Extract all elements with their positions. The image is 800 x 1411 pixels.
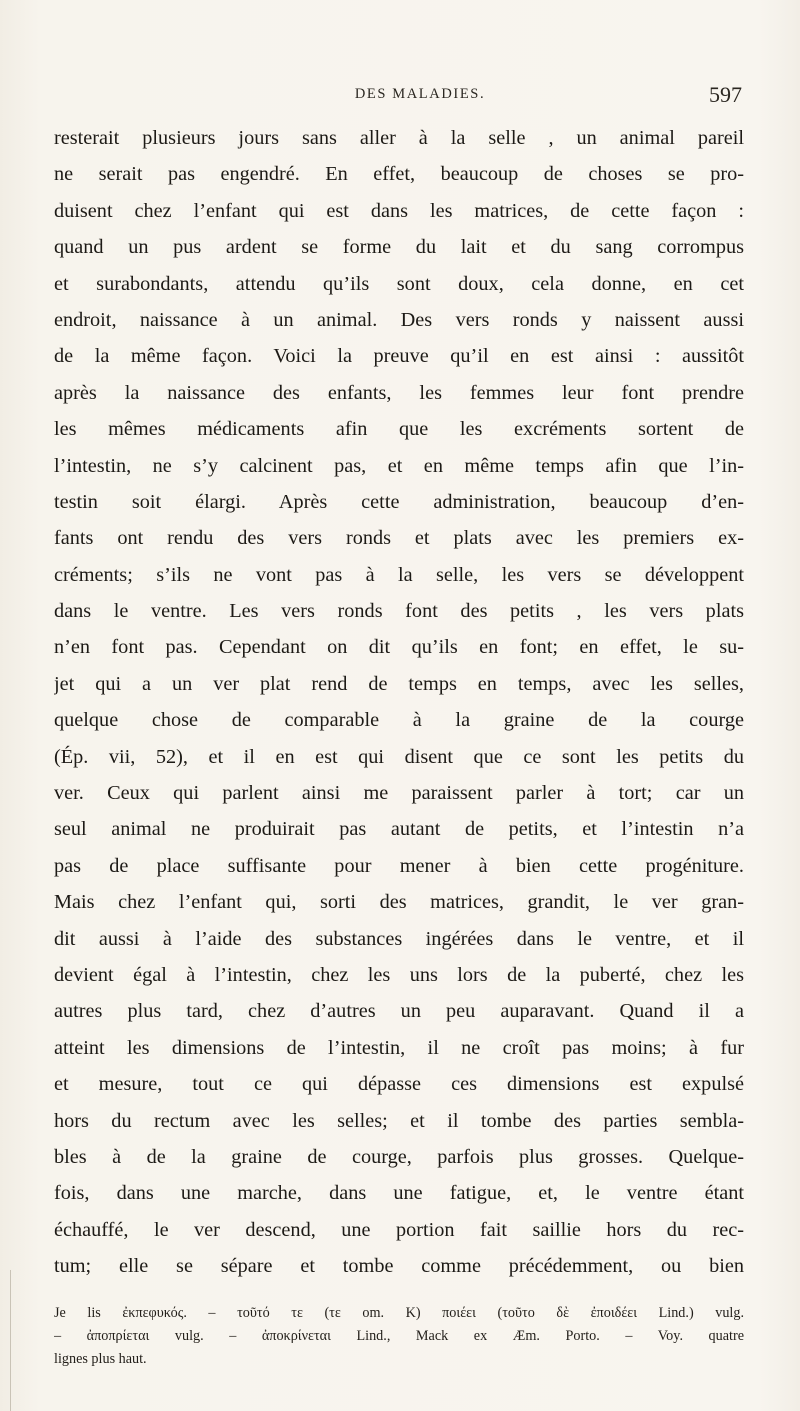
text-line: endroit, naissance à un animal. Des vers ronds y naissent aussi bbox=[54, 308, 744, 331]
page-edge-shadow bbox=[10, 1270, 11, 1411]
text-line: l’intestin, ne s’y calcinent pas, et en même temps afin que l’in- bbox=[54, 454, 744, 477]
text-line: fants ont rendu des vers ronds et plats avec les premiers ex- bbox=[54, 527, 744, 550]
text-line: dit aussi à l’aide des substances ingérées dans le ventre, et il bbox=[54, 927, 744, 950]
text-line: seul animal ne produirait pas autant de petits, et l’intestin n’a bbox=[54, 818, 744, 841]
text-line: dans le ventre. Les vers ronds font des petits , les vers plats bbox=[54, 600, 744, 623]
footnote-line: Je lis ἐκπεφυκός. – τοῦτό τε (τε om. K) ποιέει (τοῦτο δὲ ἐποιδέει Lind.) vulg. bbox=[54, 1305, 744, 1321]
text-line: ver. Ceux qui parlent ainsi me paraissent parler à tort; car un bbox=[54, 782, 744, 805]
text-line: jet qui a un ver plat rend de temps en temps, avec les selles, bbox=[54, 672, 744, 695]
text-line: ne serait pas engendré. En effet, beaucoup de choses se pro- bbox=[54, 163, 744, 186]
text-line: devient égal à l’intestin, chez les uns lors de la puberté, chez les bbox=[54, 963, 744, 986]
footnote-line: – ἀποπρίεται vulg. – ἀποκρίνεται Lind., Mack ex Æm. Porto. – Voy. quatre bbox=[54, 1328, 744, 1344]
text-line: Mais chez l’enfant qui, sorti des matrices, grandit, le ver gran- bbox=[54, 891, 744, 914]
text-line: quand un pus ardent se forme du lait et du sang corrompus bbox=[54, 236, 744, 259]
text-line: de la même façon. Voici la preuve qu’il en est ainsi : aussitôt bbox=[54, 345, 744, 368]
text-line: autres plus tard, chez d’autres un peu auparavant. Quand il a bbox=[54, 1000, 744, 1023]
text-line: et surabondants, attendu qu’ils sont doux, cela donne, en cet bbox=[54, 272, 744, 295]
text-line: échauffé, le ver descend, une portion fait saillie hors du rec- bbox=[54, 1218, 744, 1241]
text-line: et mesure, tout ce qui dépasse ces dimensions est expulsé bbox=[54, 1073, 744, 1096]
running-title: DES MALADIES. bbox=[354, 86, 486, 102]
text-line: testin soit élargi. Après cette administration, beaucoup d’en- bbox=[54, 490, 744, 513]
text-line: après la naissance des enfants, les femmes leur font prendre bbox=[54, 381, 744, 404]
text-line: quelque chose de comparable à la graine de la courge bbox=[54, 709, 744, 732]
footnote-line: lignes plus haut. bbox=[54, 1351, 147, 1367]
footnotes bbox=[54, 1302, 744, 1371]
text-line: fois, dans une marche, dans une fatigue, et, le ventre étant bbox=[54, 1182, 744, 1205]
text-line: créments; s’ils ne vont pas à la selle, les vers se développent bbox=[54, 563, 744, 586]
text-line: resterait plusieurs jours sans aller à la selle , un animal pareil bbox=[54, 127, 744, 149]
text-line: tum; elle se sépare et tombe comme précédemment, ou bien bbox=[54, 1255, 744, 1278]
text-line: les mêmes médicaments afin que les excréments sortent de bbox=[54, 418, 744, 441]
text-line: (Ép. vii, 52), et il en est qui disent que ce sont les petits du bbox=[54, 745, 744, 768]
text-line: n’en font pas. Cependant on dit qu’ils en font; en effet, le su- bbox=[54, 636, 744, 659]
main-text bbox=[54, 120, 744, 1285]
text-line: atteint les dimensions de l’intestin, il ne croît pas moins; à fur bbox=[54, 1036, 744, 1059]
text-line: bles à de la graine de courge, parfois plus grosses. Quelque- bbox=[54, 1145, 744, 1168]
text-line: duisent chez l’enfant qui est dans les matrices, de cette façon : bbox=[54, 199, 744, 222]
page-header bbox=[100, 82, 740, 112]
text-line: hors du rectum avec les selles; et il tombe des parties sembla- bbox=[54, 1109, 744, 1132]
text-line: pas de place suffisante pour mener à bien cette progéniture. bbox=[54, 854, 744, 877]
page-number: 597 bbox=[709, 82, 742, 107]
